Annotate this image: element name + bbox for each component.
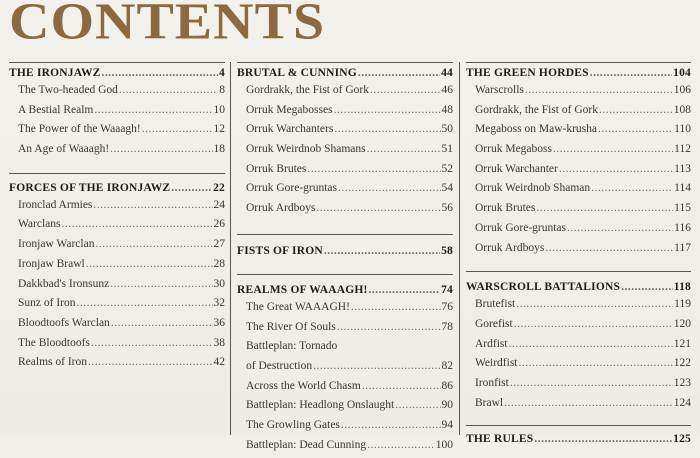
toc-entry[interactable]: Orruk Ardboys ..... 56 xyxy=(246,202,453,222)
toc-heading[interactable]: THE RULES ..... 125 xyxy=(466,433,691,450)
toc-entry[interactable]: Ironjaw Warclan ..... 27 xyxy=(18,238,225,258)
contents-column-2 xyxy=(237,67,453,458)
toc-entry[interactable]: Brawl ..... 124 xyxy=(475,397,691,417)
toc-entry[interactable]: Orruk Weirdnob Shaman ..... 114 xyxy=(475,182,691,202)
toc-entry[interactable]: Orruk Megabosses ..... 48 xyxy=(246,104,453,124)
divider xyxy=(466,271,691,272)
toc-entry[interactable]: Realms of Iron ..... 42 xyxy=(18,356,225,376)
toc-entry[interactable]: Gordrakk, the Fist of Gork ..... 108 xyxy=(475,104,691,124)
column-separator xyxy=(230,62,231,435)
divider xyxy=(237,274,453,275)
toc-entry[interactable]: Megaboss on Maw-krusha ..... 110 xyxy=(475,123,691,143)
toc-entry[interactable]: The Bloodtoofs ..... 38 xyxy=(18,337,225,357)
toc-entry[interactable]: The Growling Gates ..... 94 xyxy=(246,419,453,439)
divider xyxy=(466,62,691,63)
toc-entry[interactable]: Ironclad Armies ..... 24 xyxy=(18,199,225,219)
toc-entry[interactable]: Orruk Brutes ..... 52 xyxy=(246,163,453,183)
toc-entry[interactable]: Ironjaw Brawl ..... 28 xyxy=(18,258,225,278)
toc-entry[interactable]: An Age of Waaagh! ..... 18 xyxy=(18,143,225,163)
toc-heading[interactable]: FISTS OF IRON ..... 58 xyxy=(237,245,453,262)
toc-entry[interactable]: Orruk Brutes ..... 115 xyxy=(475,202,691,222)
column-separator xyxy=(459,62,460,435)
toc-entry[interactable]: Orruk Gore-gruntas ..... 54 xyxy=(246,182,453,202)
toc-heading[interactable]: REALMS OF WAAAGH! ..... 74 xyxy=(237,284,453,301)
toc-entry[interactable]: Weirdfist ..... 122 xyxy=(475,357,691,377)
toc-entry[interactable]: Brutefist ..... 119 xyxy=(475,298,691,318)
toc-entry[interactable]: Orruk Weirdnob Shamans ..... 51 xyxy=(246,143,453,163)
toc-entry[interactable]: Orruk Warchanter ..... 113 xyxy=(475,163,691,183)
toc-entry[interactable]: Bloodtoofs Warclan ..... 36 xyxy=(18,317,225,337)
toc-entry[interactable]: of Destruction ..... 82 xyxy=(246,360,453,380)
toc-entry[interactable]: Gordrakk, the Fist of Gork ..... 46 xyxy=(246,84,453,104)
toc-entry[interactable]: Warscrolls ..... 106 xyxy=(475,84,691,104)
divider xyxy=(237,234,453,235)
toc-entry[interactable]: The Great WAAAGH! ..... 76 xyxy=(246,301,453,321)
toc-entry[interactable]: Dakkbad's Ironsunz ..... 30 xyxy=(18,278,225,298)
divider xyxy=(466,425,691,426)
contents-column-3 xyxy=(466,67,691,450)
toc-entry[interactable]: The River Of Souls ..... 78 xyxy=(246,321,453,341)
toc-heading[interactable]: BRUTAL & CUNNING ..... 44 xyxy=(237,67,453,84)
toc-entry[interactable]: The Two-headed God ..... 8 xyxy=(18,84,225,104)
divider xyxy=(237,62,453,63)
toc-entry[interactable]: Battleplan: Headlong Onslaught ..... 90 xyxy=(246,399,453,419)
toc-heading[interactable]: THE IRONJAWZ ..... 4 xyxy=(9,67,225,84)
toc-entry[interactable]: Ironfist ..... 123 xyxy=(475,377,691,397)
toc-heading[interactable]: WARSCROLL BATTALIONS ..... 118 xyxy=(466,281,691,298)
toc-heading[interactable]: FORCES OF THE IRONJAWZ ..... 22 xyxy=(9,182,225,199)
toc-entry[interactable]: Warclans ..... 26 xyxy=(18,218,225,238)
toc-heading[interactable]: THE GREEN HORDES ..... 104 xyxy=(466,67,691,84)
toc-entry[interactable]: A Bestial Realm ..... 10 xyxy=(18,104,225,124)
toc-entry[interactable]: Gorefist ..... 120 xyxy=(475,318,691,338)
toc-entry[interactable]: The Power of the Waaagh! ..... 12 xyxy=(18,123,225,143)
contents-column-1 xyxy=(9,67,225,376)
page-title: CONTENTS xyxy=(9,0,326,51)
toc-entry[interactable]: Orruk Ardboys ..... 117 xyxy=(475,242,691,262)
toc-entry[interactable]: Across the World Chasm ..... 86 xyxy=(246,380,453,400)
toc-entry[interactable]: Battleplan: Dead Cunning ..... 100 xyxy=(246,439,453,458)
toc-entry[interactable]: Ardfist ..... 121 xyxy=(475,338,691,358)
divider xyxy=(9,62,225,63)
divider xyxy=(9,173,225,174)
toc-entry-line[interactable]: Battleplan: Tornado xyxy=(246,340,338,353)
toc-entry[interactable]: Sunz of Iron ..... 32 xyxy=(18,297,225,317)
toc-entry[interactable]: Orruk Megaboss ..... 112 xyxy=(475,143,691,163)
toc-entry[interactable]: Orruk Gore-gruntas ..... 116 xyxy=(475,222,691,242)
toc-entry[interactable]: Orruk Warchanters ..... 50 xyxy=(246,123,453,143)
